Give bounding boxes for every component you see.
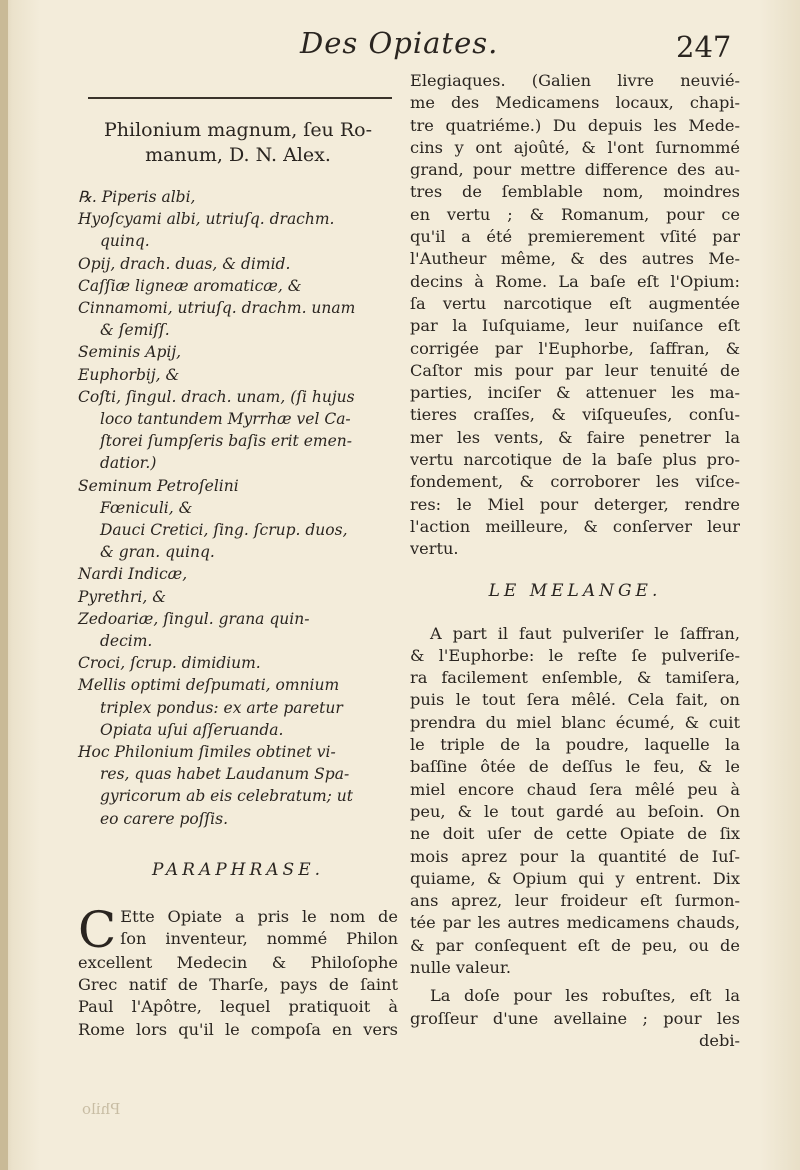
paragraph-2 bbox=[410, 623, 740, 980]
catchword: debi- bbox=[699, 1030, 740, 1050]
formula-line: triplex pondus: ex arte paretur bbox=[100, 698, 343, 717]
formula-line: Hyoſcyami albi, utriuſq. drachm. bbox=[78, 210, 335, 229]
text-line: grand, pour mettre difference des au- bbox=[410, 160, 740, 180]
header-rule bbox=[88, 97, 392, 99]
text-line: tre quatriéme.) Du depuis les Mede- bbox=[410, 115, 740, 135]
text-line: ans aprez, leur froideur eſt ſurmon- bbox=[410, 891, 740, 911]
formula-line: Caſſiæ ligneæ aromaticæ, & bbox=[78, 276, 302, 295]
text-line: mois aprez pour la quantité de Iuſ- bbox=[410, 846, 740, 866]
page-spine-shadow bbox=[0, 0, 8, 1170]
formula-line: loco tantundem Myrrhæ vel Ca- bbox=[100, 410, 351, 429]
formula-line: Zedoariæ, ſingul. grana quin- bbox=[78, 609, 310, 628]
formula-line: datior.) bbox=[100, 454, 157, 473]
text-line: prendra du miel blanc écumé, & cuit bbox=[410, 712, 740, 732]
text-line: tres de ſemblable nom, moindres bbox=[410, 182, 740, 202]
recipe-heading bbox=[78, 118, 398, 168]
text-line: peu, & le tout gardé au beſoin. On bbox=[410, 801, 740, 821]
text-line: miel encore chaud ſera mêlé peu à bbox=[410, 779, 740, 799]
text-line: cins y ont ajoûté, & l'ont ſurnommé bbox=[410, 137, 740, 157]
right-column bbox=[410, 70, 740, 1052]
paragraph-1 bbox=[410, 70, 740, 561]
text-line: ſon inventeur, nommé Philon bbox=[120, 929, 398, 949]
paragraph-3 bbox=[410, 985, 740, 1030]
formula-line: & ſemiſſ. bbox=[100, 321, 170, 340]
text-line: parties, inciſer & attenuer les ma- bbox=[410, 383, 740, 403]
formula-line: & gran. quinq. bbox=[100, 543, 215, 562]
formula-line: ℞. Piperis albi, bbox=[78, 188, 196, 206]
text-line: ne doit uſer de cette Opiate de ſix bbox=[410, 824, 740, 844]
formula-line: Opiata uſui aſſeruanda. bbox=[100, 720, 284, 739]
formula-line: Coſti, ſingul. drach. unam, (ſi hujus bbox=[78, 387, 355, 406]
text-line: l'Autheur même, & des autres Me- bbox=[410, 249, 740, 269]
formula-line: gyricorum ab eis celebratum; ut bbox=[100, 787, 354, 806]
text-line: res: le Miel pour deterger, rendre bbox=[410, 494, 740, 514]
recipe-heading-line: manum, D. N. Alex. bbox=[145, 144, 331, 166]
text-line: Caſtor mis pour par leur tenuité de bbox=[410, 360, 740, 380]
text-line: & l'Euphorbe: le reſte ſe pulveriſe- bbox=[410, 645, 740, 665]
formula-line: Dauci Cretici, ſing. ſcrup. duos, bbox=[100, 521, 348, 540]
formula-line: Seminis Apij, bbox=[78, 343, 182, 362]
recipe-heading-line: Philonium magnum, ſeu Ro- bbox=[103, 119, 372, 141]
formula-line: eo carere poſſis. bbox=[100, 809, 229, 828]
text-line: en vertu ; & Romanum, pour ce bbox=[410, 204, 740, 224]
text-line: Ette Opiate a pris le nom de bbox=[120, 906, 398, 926]
formula-line: Hoc Philonium ſimiles obtinet vi- bbox=[78, 743, 336, 762]
text-line: & par conſequent eſt de peu, ou de bbox=[410, 935, 740, 955]
text-line: puis le tout ſera mêlé. Cela fait, on bbox=[410, 690, 740, 710]
text-line: le triple de la poudre, laquelle la bbox=[410, 735, 740, 755]
bleed-through-text: Philo bbox=[82, 1100, 121, 1118]
formula-line: res, quas habet Laudanum Spa- bbox=[100, 765, 350, 784]
formula-line: Pyrethri, & bbox=[78, 587, 166, 606]
text-line: ra facilement enſemble, & tamiſera, bbox=[410, 668, 740, 688]
text-line: quiame, & Opium qui y entrent. Dix bbox=[410, 868, 740, 888]
text-line: l'action meilleure, & conſerver leur bbox=[410, 516, 740, 536]
text-line: par la Iuſquiame, leur nuiſance eſt bbox=[410, 316, 740, 336]
text-line: ſa vertu narcotique eſt augmentée bbox=[410, 293, 740, 313]
left-column bbox=[78, 118, 398, 1041]
text-line: excellent Medecin & Philoſophe bbox=[78, 952, 398, 972]
formula-line: Mellis optimi deſpumati, omnium bbox=[78, 676, 340, 695]
formula-line: Nardi Indicæ, bbox=[78, 565, 188, 584]
text-line: Paul l'Apôtre, lequel pratiquoit à bbox=[78, 997, 398, 1017]
text-line: qu'il a été premierement vſité par bbox=[410, 227, 740, 247]
formula-line: ſtorei ſumpſeris baſis erit emen- bbox=[100, 432, 352, 451]
running-header-title: Des Opiates. bbox=[300, 26, 499, 60]
text-line: Rome lors qu'il le compoſa en vers bbox=[78, 1019, 398, 1039]
formula-list bbox=[78, 186, 398, 830]
text-line: A part il faut pulveriſer le ſaffran, bbox=[430, 623, 740, 643]
formula-line: Cinnamomi, utriuſq. drachm. unam bbox=[78, 299, 356, 318]
section-title-paraphrase: PARAPHRASE. bbox=[151, 859, 325, 880]
formula-line: decim. bbox=[100, 632, 153, 651]
text-line: vertu. bbox=[410, 539, 459, 559]
text-line: groſſeur d'une avellaine ; pour les bbox=[410, 1008, 740, 1028]
text-line: mer les vents, & faire penetrer la bbox=[410, 427, 740, 447]
text-line: Grec natif de Tharſe, pays de ſaint bbox=[78, 975, 398, 995]
formula-line: Seminum Petroſelini bbox=[78, 476, 239, 495]
text-line: fondement, & corroborer les viſce- bbox=[410, 472, 740, 492]
formula-line: Opij, drach. duas, & dimid. bbox=[78, 254, 291, 273]
page-number: 247 bbox=[676, 30, 732, 64]
text-line: tée par les autres medicamens chauds, bbox=[410, 913, 740, 933]
drop-cap: C bbox=[78, 900, 117, 959]
text-line: vertu narcotique de la baſe plus pro- bbox=[410, 450, 740, 470]
formula-line: Euphorbij, & bbox=[78, 365, 180, 384]
text-line: corrigée par l'Euphorbe, ſaffran, & bbox=[410, 338, 740, 358]
formula-line: quinq. bbox=[100, 232, 150, 251]
formula-line: Fœniculi, & bbox=[100, 498, 193, 517]
formula-line: Croci, ſcrup. dimidium. bbox=[78, 654, 261, 673]
text-line: me des Medicamens locaux, chapi- bbox=[410, 93, 740, 113]
paraphrase-paragraph bbox=[78, 900, 398, 1041]
text-line: Elegiaques. (Galien livre neuvié- bbox=[410, 71, 740, 90]
text-line: tieres craſſes, & viſqueuſes, conſu- bbox=[410, 405, 740, 425]
section-title-melange: LE MELANGE. bbox=[488, 580, 662, 601]
text-line: baſſine ôtée de deſſus le feu, & le bbox=[410, 757, 740, 777]
text-line: La doſe pour les robuſtes, eſt la bbox=[430, 986, 740, 1006]
text-line: decins à Rome. La baſe eſt l'Opium: bbox=[410, 271, 740, 291]
text-line: nulle valeur. bbox=[410, 957, 512, 977]
paraphrase-lines bbox=[78, 952, 398, 1041]
